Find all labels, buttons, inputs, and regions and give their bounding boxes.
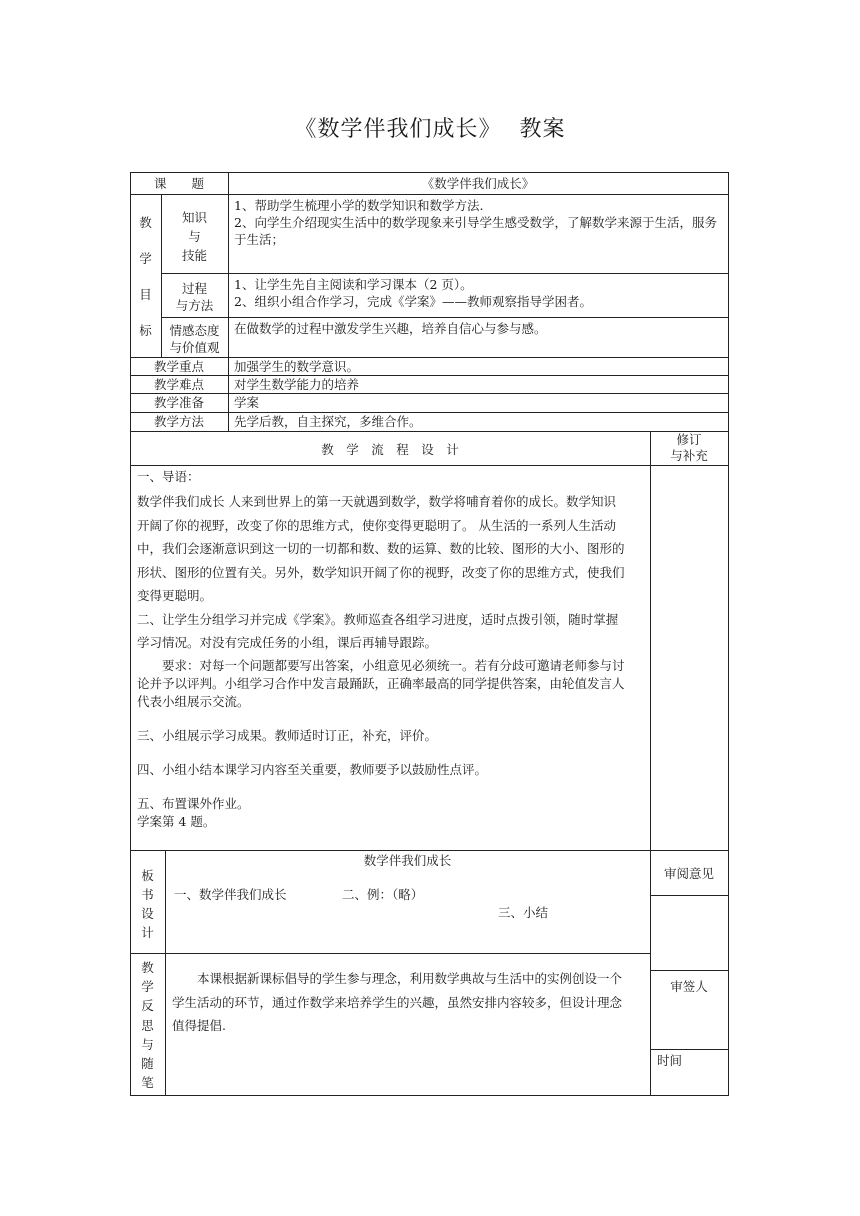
step3: 三、小组展示学习成果。教师适时订正，补充，评价。: [137, 727, 438, 743]
difficulty-value: 对学生数学能力的培养: [234, 377, 360, 392]
board-item-1: 一、数学伴我们成长: [174, 887, 287, 902]
topic-value: 《数学伴我们成长》: [421, 176, 535, 191]
knowledge-label: 知识 与 技能: [181, 210, 207, 263]
page-title-suffix: 教案: [519, 117, 566, 142]
divider: [130, 393, 729, 394]
board-label: 板 书 设 计: [141, 868, 154, 940]
homework: 学案第 4 题。: [137, 813, 216, 829]
page-title-book: 《数学伴我们成长》: [294, 117, 502, 142]
time-label: 时间: [657, 1053, 683, 1068]
flow-header: 教 学 流 程 设 计: [321, 442, 459, 457]
divider: [650, 431, 651, 1096]
topic-label: 课 题: [153, 176, 204, 191]
knowledge-line: 2、向学生介绍现实生活中的数学现象来引导学生感受数学，了解数学来源于生活，服务于生活；: [234, 215, 717, 247]
emotion-label: 情感态度 与价值观: [169, 323, 220, 355]
divider: [650, 895, 729, 896]
knowledge-content: [234, 197, 724, 248]
process-line: 1、让学生先自主阅读和学习课本（2 页）。: [234, 277, 473, 292]
preparation-label: 教学准备: [153, 395, 204, 410]
table-border-top: [130, 172, 729, 173]
intro-heading: 一、导语：: [137, 469, 200, 484]
divider: [130, 194, 729, 195]
board-title: 数学伴我们成长: [363, 853, 452, 868]
divider: [161, 273, 729, 274]
revise-header: 修订 与补充: [670, 432, 708, 463]
table-border-bottom: [130, 1095, 729, 1096]
review-label: 审阅意见: [663, 866, 714, 881]
method-value: 先学后教，自主探究，多维合作。: [234, 414, 422, 429]
intro-paragraph: 数学伴我们成长 人来到世界上的第一天就遇到数学，数学将哺育着你的成长。数学知识 开阔了你的视野，改变了你的思维方式，使你变得更聪明了。 从生活的一系列人生活动 中，我们会逐渐意识到这一切的一切都和数、数的运算、数的比较、图形的大小、图形的 形状、图形的位置有关。另外，数学知识开阔了你的视野，改变了你的思维方式，使我们 变得更聪明。: [137, 494, 625, 603]
method-label: 教学方法: [153, 414, 204, 429]
step5: 五、布置课外作业。: [137, 795, 250, 811]
reflection-label: 教 学 反 思 与 随 笔: [141, 960, 154, 1091]
difficulty-label: 教学难点: [153, 377, 204, 392]
key-point-value: 加强学生的数学意识。: [234, 359, 360, 374]
table-border-right: [728, 172, 729, 1096]
signer-label: 审签人: [670, 979, 708, 994]
divider: [650, 1049, 729, 1050]
step2-paragraph: 二、让学生分组学习并完成《学案》。教师巡查各组学习进度，适时点拨引领，随时掌握 学习情况。对没有完成任务的小组，课后再辅导跟踪。: [137, 611, 619, 650]
flow-content: [137, 468, 647, 831]
preparation-value: 学案: [234, 395, 260, 410]
reflection-content: 本课根据新课标倡导的学生参与理念，利用数学典故与生活中的实例创设一个 学生活动的环节，通过作数学来培养学生的兴趣，虽然安排内容较多，但设计理念 值得提倡.: [172, 971, 623, 1033]
divider: [130, 375, 729, 376]
board-item-3: 三、小结: [498, 905, 549, 920]
process-line: 2、组织小组合作学习，完成《学案》——教师观察指导学困者。: [234, 294, 592, 309]
divider: [130, 953, 650, 954]
divider: [228, 172, 229, 431]
process-content: [234, 276, 724, 310]
step4: 四、小组小结本课学习内容至关重要，教师要予以鼓励性点评。: [137, 761, 488, 777]
divider: [130, 850, 729, 851]
divider: [130, 357, 729, 358]
knowledge-line: 1、帮助学生梳理小学的数学知识和数学方法.: [234, 198, 484, 213]
divider: [165, 850, 166, 1096]
divider: [130, 465, 729, 466]
divider: [130, 431, 729, 432]
board-item-2: 二、例：（略）: [342, 887, 424, 902]
divider: [650, 970, 729, 971]
emotion-value: 在做数学的过程中激发学生兴趣，培养自信心与参与感。: [234, 321, 547, 336]
key-point-label: 教学重点: [153, 359, 204, 374]
page-title: [0, 112, 860, 143]
divider: [161, 317, 729, 318]
objectives-label: 教 学 目 标: [139, 215, 152, 338]
process-label: 过程 与方法: [175, 281, 214, 313]
requirement-paragraph: 要求：对每一个问题都要写出答案，小组意见必须统一。若有分歧可邀请老师参与讨 论并予以评判。小组学习合作中发言最踊跃，正确率最高的同学提供答案，由轮值发言人 代表小组展示交流。: [137, 657, 625, 709]
divider: [130, 412, 729, 413]
